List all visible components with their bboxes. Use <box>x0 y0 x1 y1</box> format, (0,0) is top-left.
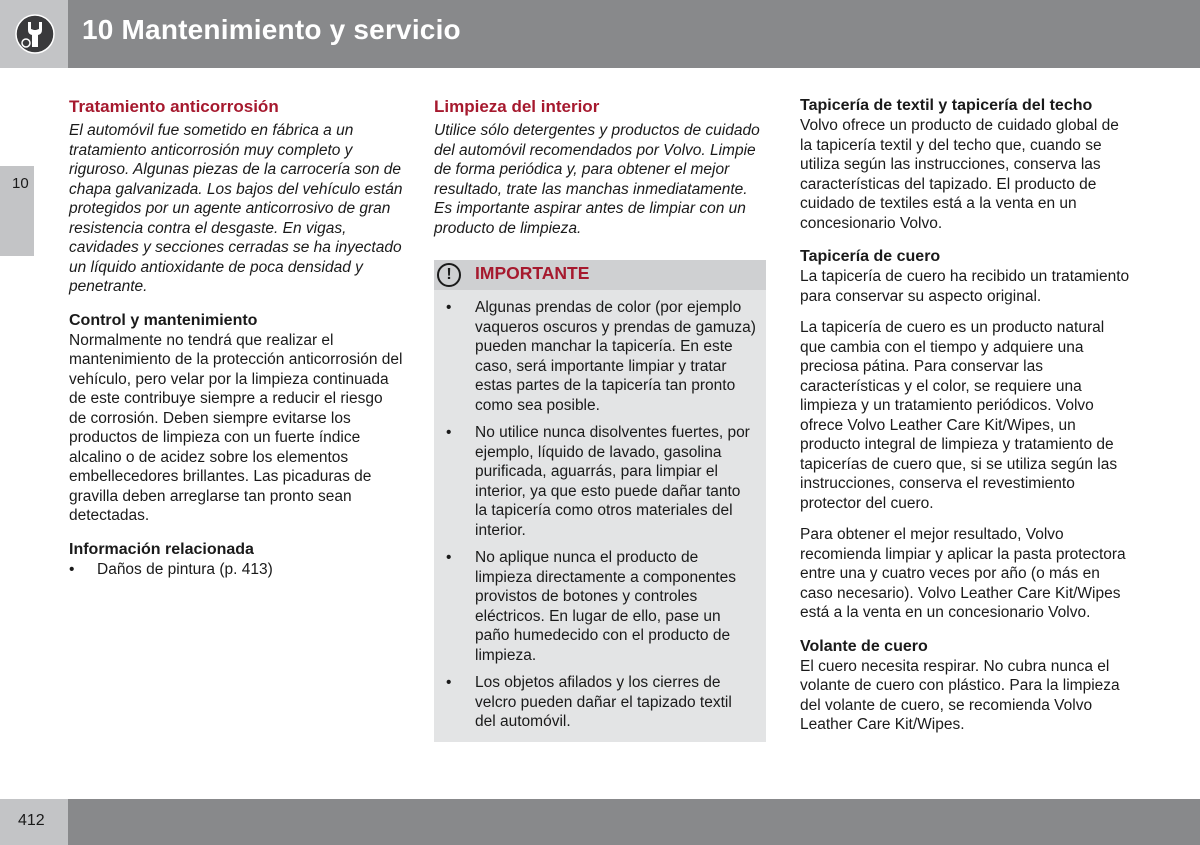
textile-text: Volvo ofrece un producto de cuidado global de la tapicería textil y del techo que, cuando se utiliza según las instrucciones, conserva las características del tapizado. El producto de cuidado de textiles está a la venta en un concesionario Volvo. <box>800 117 1119 232</box>
section-title-steering: Volante de cuero <box>800 637 928 655</box>
important-notice <box>434 260 766 742</box>
important-label: IMPORTANTE <box>475 263 590 283</box>
anticorrosion-text: El automóvil fue sometido en fábrica a un tratamiento anticorrosión muy completo y riguroso. Algunas piezas de la carrocería son de chapa galvanizada. Los bajos del vehículo están protegidos por un agente anticorrosivo de gran resistencia contra el desgaste. En vigas, cavidades y secciones cerradas se ha inyectado un líquido antioxidante de poca densidad y penetrante. <box>69 122 403 295</box>
page-number: 412 <box>18 812 45 829</box>
section-title-control: Control y mantenimiento <box>69 311 258 329</box>
list-item: • No aplique nunca el producto de limpieza directamente a componentes provistos de botones y controles eléctricos. En lugar de ello, pase un paño humedecido con el producto de limpieza. <box>444 548 756 665</box>
list-item: • Los objetos afilados y los cierres de velcro pueden dañar el tapizado textil del automóvil. <box>444 673 756 732</box>
section-title-interior: Limpieza del interior <box>434 97 600 116</box>
interior-intro-text: Utilice sólo detergentes y productos de cuidado del automóvil recomendados por Volvo. Limpie de forma periódica y, para obtener el mejor resultado, trate las manchas inmediatamente. Es importante aspirar antes de limpiar con un producto de limpieza. <box>434 122 760 237</box>
chapter-title: 10 Mantenimiento y servicio <box>82 14 461 45</box>
section-title-textile: Tapicería de textil y tapicería del techo <box>800 97 1093 114</box>
chapter-tab-number: 10 <box>12 175 29 192</box>
related-info-list <box>69 560 404 580</box>
steering-text: El cuero necesita respirar. No cubra nunca el volante de cuero con plástico. Para la limpieza del volante de cuero, se recomienda Volvo Leather Care Kit/Wipes. <box>800 657 1120 733</box>
leather-text-3: Para obtener el mejor resultado, Volvo recomienda limpiar y aplicar la pasta protectora entre una y cuatro veces por año (o más en caso necesario). Volvo Leather Care Kit/Wipes está a la venta en un concesionario Volvo. <box>800 526 1126 621</box>
related-link[interactable]: • Daños de pintura (p. 413) <box>69 560 404 580</box>
important-header <box>434 260 766 290</box>
column-left <box>69 96 404 579</box>
column-middle <box>434 96 766 742</box>
section-title-leather: Tapicería de cuero <box>800 248 941 265</box>
column-right <box>800 96 1130 735</box>
warning-icon: ! <box>437 263 461 287</box>
section-title-anticorrosion: Tratamiento anticorrosión <box>69 97 279 116</box>
important-list <box>434 290 766 732</box>
related-info-title: Información relacionada <box>69 540 254 558</box>
footer-bar <box>68 799 1200 845</box>
list-item: • Algunas prendas de color (por ejemplo vaqueros oscuros y prendas de gamuza) pueden manchar la tapicería. En este caso, será importante limpiar y tratar estas partes de la tapicería tan pronto como sea posible. <box>444 298 756 415</box>
leather-text-1: La tapicería de cuero ha recibido un tratamiento para conservar su aspecto original. <box>800 268 1130 305</box>
wrench-icon <box>14 13 56 55</box>
list-item: • No utilice nunca disolventes fuertes, por ejemplo, líquido de lavado, gasolina purificada, aguarrás, para limpiar el interior, ya que esto puede dañar tanto la tapicería como otros materiales del interior. <box>444 423 756 540</box>
control-text: Normalmente no tendrá que realizar el mantenimiento de la protección anticorrosión del vehículo, pero velar por la limpieza continuada de este contribuye siempre a reducir el riesgo de corrosión. Deben siempre evitarse los productos de limpieza con un fuerte índice alcalino o de acidez sobre los elementos embellecedores brillantes. Las picaduras de gravilla deben arreglarse tan pronto sean detectadas. <box>69 331 403 524</box>
leather-text-2: La tapicería de cuero es un producto natural que cambia con el tiempo y adquiere una preciosa pátina. Para conservar las características y el color, se requiere una limpieza y un tratamiento periódicos. Volvo ofrece Volvo Leather Care Kit/Wipes, un producto integral de limpieza y tratamiento de tapicerías de cuero que, si se utiliza según las instrucciones, conserva el revestimiento protector del cuero. <box>800 319 1118 512</box>
